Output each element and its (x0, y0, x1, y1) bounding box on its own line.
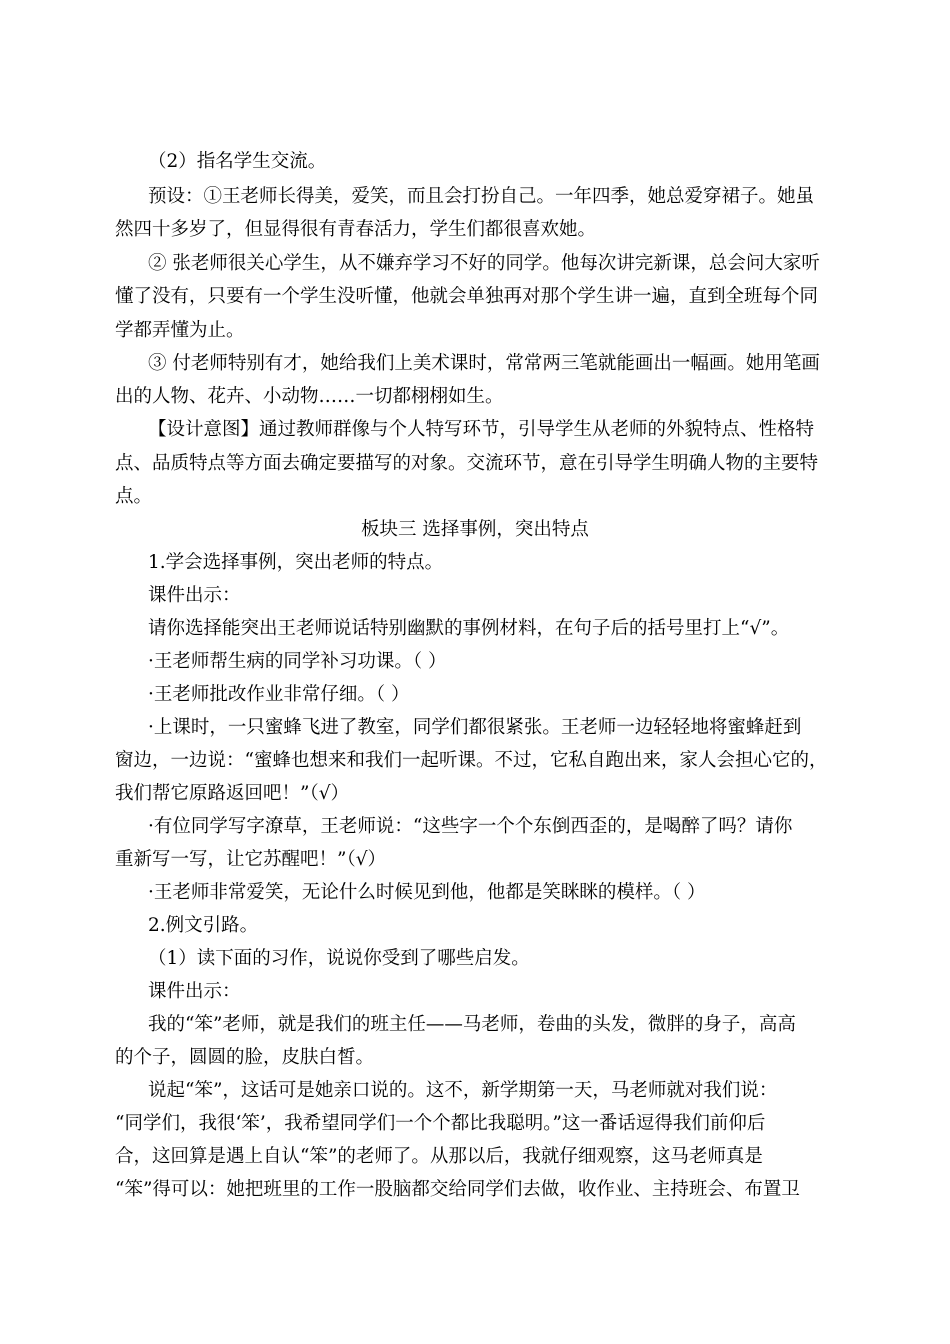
text-line: 懂了没有，只要有一个学生没听懂，他就会单独再对那个学生讲一遍，直到全班每个同 (115, 286, 819, 307)
list-item: ·王老师非常爱笑，无论什么时候见到他，他都是笑眯眯的模样。（ ） (148, 882, 706, 903)
text-line: 我的“笨”老师，就是我们的班主任——马老师，卷曲的头发，微胖的身子，高高 (148, 1014, 796, 1035)
text-line: 窗边，一边说：“蜜蜂也想来和我们一起听课。不过，它私自跑出来，家人会担心它的， (115, 750, 828, 771)
text-line: “同学们，我很‘笨’，我希望同学们一个个都比我聪明。”这一番话逗得我们前仰后 (115, 1113, 766, 1134)
text-line: 请你选择能突出王老师说话特别幽默的事例材料，在句子后的括号里打上“√”。 (148, 618, 790, 639)
list-item: ·有位同学写字潦草，王老师说：“这些字一个个东倒西歪的，是喝醉了吗？请你 (148, 816, 793, 837)
text-line: 点。 (115, 486, 153, 507)
text-line: ② 张老师很关心学生，从不嫌弃学习不好的同学。他每次讲完新课，总会问大家听 (148, 253, 820, 274)
section-heading: 板块三 选择事例，突出特点 (361, 519, 589, 540)
text-line: ③ 付老师特别有才，她给我们上美术课时，常常两三笔就能画出一幅画。她用笔画 (148, 353, 820, 374)
text-line: （1）读下面的习作，说说你受到了哪些启发。 (148, 948, 530, 969)
text-line: 然四十多岁了，但显得很有青春活力，学生们都很喜欢她。 (115, 219, 597, 240)
text-line: 2.例文引路。 (148, 915, 259, 936)
text-line: 重新写一写，让它苏醒吧！”（√） (115, 849, 386, 870)
text-line: 1.学会选择事例，突出老师的特点。 (148, 552, 444, 573)
list-item: ·上课时，一只蜜蜂飞进了教室，同学们都很紧张。王老师一边轻轻地将蜜蜂赶到 (148, 717, 802, 738)
text-line: 合，这回算是遇上自认“笨”的老师了。从那以后，我就仔细观察，这马老师真是 (115, 1146, 763, 1167)
text-line: 预设：①王老师长得美，爱笑，而且会打扮自己。一年四季，她总爱穿裙子。她虽 (148, 186, 815, 207)
text-line: 课件出示： (148, 585, 241, 606)
text-line: 学都弄懂为止。 (115, 320, 245, 341)
text-line: （2）指名学生交流。 (148, 151, 327, 172)
design-intent: 【设计意图】通过教师群像与个人特写环节，引导学生从老师的外貌特点、性格特 (148, 419, 815, 440)
list-item: ·王老师帮生病的同学补习功课。（ ） (148, 651, 447, 672)
list-item: ·王老师批改作业非常仔细。（ ） (148, 684, 410, 705)
text-line: 出的人物、花卉、小动物……一切都栩栩如生。 (115, 386, 504, 407)
text-line: 课件出示： (148, 981, 241, 1002)
text-line: 点、品质特点等方面去确定要描写的对象。交流环节，意在引导学生明确人物的主要特 (115, 453, 819, 474)
text-line: 的个子，圆圆的脸，皮肤白皙。 (115, 1047, 375, 1068)
text-line: 说起“笨”，这话可是她亲口说的。这不，新学期第一天，马老师就对我们说： (148, 1080, 778, 1101)
text-line: “笨”得可以：她把班里的工作一股脑都交给同学们去做，收作业、主持班会、布置卫 (115, 1179, 800, 1200)
text-line: 我们帮它原路返回吧！”（√） (115, 783, 349, 804)
